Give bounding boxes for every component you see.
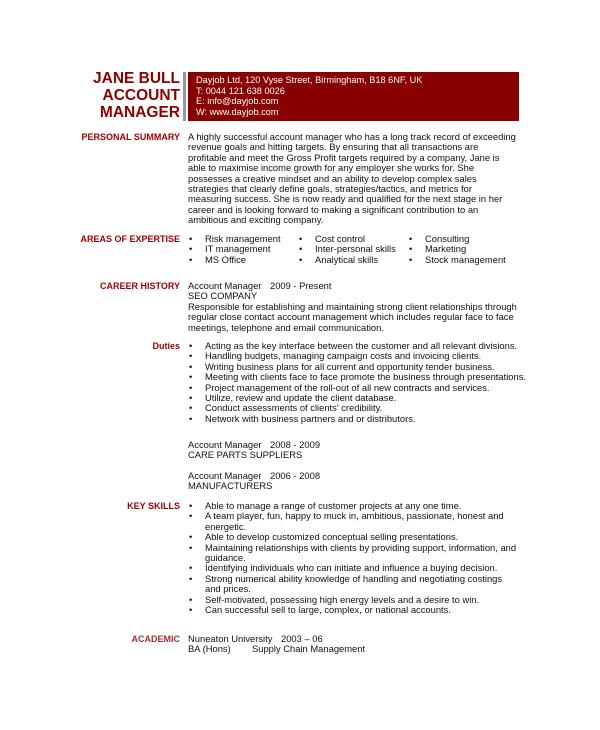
divider: [183, 72, 186, 121]
list-item: • Network with business partners and or distributors.: [188, 414, 528, 424]
academic-entry: [188, 634, 518, 655]
list-item: • Can successful sell to large, complex, or national accounts.: [188, 605, 518, 615]
list-item: • Self-motivated, possessing high energy levels and a desire to win.: [188, 595, 518, 605]
duties-list: [188, 341, 528, 424]
job-dates: 2009 - Present: [270, 280, 332, 291]
job-company: MANUFACTURERS: [188, 480, 273, 492]
job-title-line1: ACCOUNT: [102, 87, 180, 104]
list-item: • Project management of the roll-out of all new contracts and services.: [188, 383, 528, 393]
duties-label: Duties: [152, 341, 180, 351]
academic-dates: 2003 – 06: [281, 633, 323, 644]
list-item: • IT management: [188, 244, 298, 254]
expertise-column: [188, 234, 298, 265]
academic-label: ACADEMIC: [131, 634, 180, 644]
list-item: • Cost control: [298, 234, 408, 244]
list-item: • Identifying individuals who can initiate and influence a buying decision.: [188, 563, 518, 573]
degree: BA (Hons): [188, 643, 231, 655]
summary-label: PERSONAL SUMMARY: [81, 132, 180, 142]
list-item: • Consulting: [408, 234, 518, 244]
list-item: • Conduct assessments of clients' credibility.: [188, 403, 528, 413]
list-item: • Able to manage a range of customer projects at any one time.: [188, 501, 518, 511]
list-item: • MS Office: [188, 255, 298, 265]
job-role: Account Manager: [188, 470, 262, 481]
list-item: • Risk management: [188, 234, 298, 244]
list-item: • Acting as the key interface between the customer and all relevant divisions.: [188, 341, 528, 351]
expertise-column: [298, 234, 408, 265]
skills-list: [188, 501, 518, 615]
institution: Nuneaton University: [188, 633, 273, 644]
address: Dayjob Ltd, 120 Vyse Street, Birmingham, B18 6NF, UK: [196, 75, 423, 85]
list-item: • Handling budgets, managing campaign costs and invoicing clients.: [188, 351, 528, 361]
skills-label: KEY SKILLS: [127, 501, 180, 511]
career-label: CAREER HISTORY: [99, 281, 180, 291]
name-block: [60, 70, 180, 121]
list-item: • Able to develop customized conceptual selling presentations.: [188, 532, 518, 542]
expertise-column: [408, 234, 518, 265]
list-item: • Meeting with clients face to face promote the business through presentations.: [188, 372, 528, 382]
list-item: • Inter-personal skills: [298, 244, 408, 254]
job-dates: 2008 - 2009: [270, 439, 321, 450]
website: W: www.dayjob.com: [196, 106, 279, 117]
job-dates: 2006 - 2008: [270, 470, 321, 481]
list-item: • Writing business plans for all current and opportunity tender business.: [188, 362, 528, 372]
list-item: • Analytical skills: [298, 255, 408, 265]
email: E: info@dayjob.com: [196, 96, 279, 106]
phone: T: 0044 121 638 0026: [196, 85, 285, 96]
job-role: Account Manager: [188, 439, 262, 450]
job-company: CARE PARTS SUPPLIERS: [188, 449, 303, 461]
list-item: • Stock management: [408, 255, 518, 265]
summary-text: A highly successful account manager who has a long track record of exceeding revenue goals and hitting targets. By ensuring that all transactions are profitable and meet the Gross Profit targets required by a company, Jane is able to maximise income growth for any employer she works for. She possesses a creative mindset and an ability to develop complex sales strategies that clearly define goals, strategies/tactics, and metrics for measuring success. She is now ready and qualified for the next stage in her career and is looking forward to making a significant contribution to an ambitious and exciting company.: [188, 131, 516, 226]
job-role: Account Manager: [188, 280, 262, 291]
candidate-name: JANE BULL: [93, 70, 180, 87]
list-item: • Utilize, review and update the client database.: [188, 393, 528, 403]
job-company: SEO COMPANY: [188, 290, 258, 302]
job-3: [188, 471, 518, 492]
list-item: • Maintaining relationships with clients by providing support, information, and guidance.: [188, 543, 518, 564]
list-item: • A team player, fun, happy to muck in, ambitious, passionate, honest and energetic.: [188, 511, 518, 532]
job-2: [188, 440, 518, 461]
job-description: Responsible for establishing and maintaining strong client relationships through regular close contact account management which includes regular face to face meetings, telephone and email communication.: [188, 300, 517, 333]
expertise-label: AREAS OF EXPERTISE: [80, 234, 180, 244]
job-1: [188, 281, 518, 333]
contact-box: [188, 72, 519, 121]
list-item: • Marketing: [408, 244, 518, 254]
subject: Supply Chain Management: [252, 643, 366, 655]
job-title-line2: MANAGER: [99, 104, 180, 121]
list-item: • Strong numerical ability knowledge of handling and negotiating costings and prices.: [188, 574, 518, 595]
